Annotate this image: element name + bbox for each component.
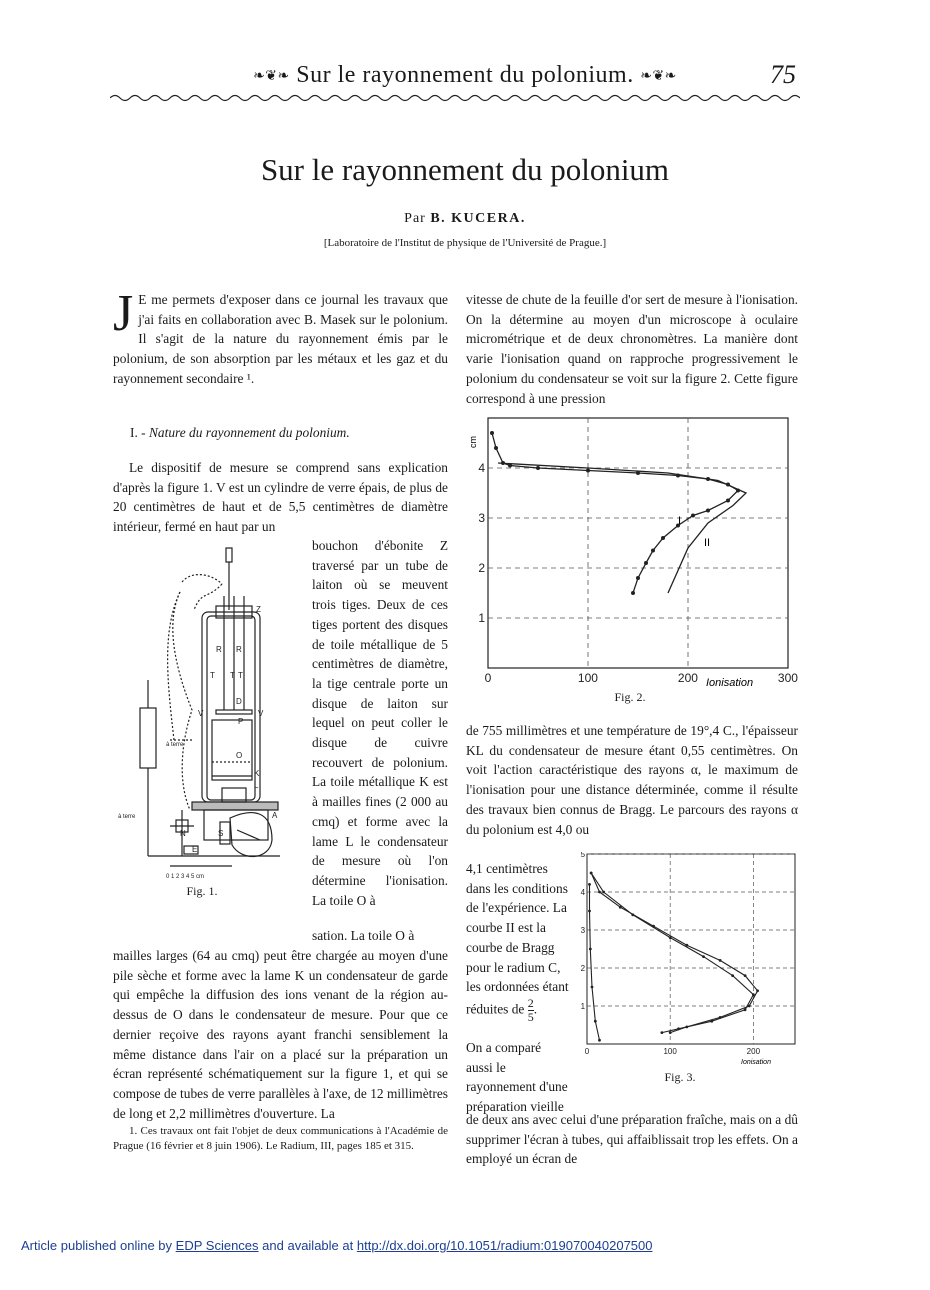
fig1-wire-4 (168, 592, 180, 740)
header-wave-rule (110, 92, 800, 104)
fig3-data-point (660, 1031, 663, 1034)
fig2-series-label-ii: II (704, 537, 711, 549)
intro-paragraph (113, 285, 448, 389)
fig3-data-point (590, 872, 593, 875)
fig3-data-point (702, 955, 705, 958)
fig1-inner-wall (207, 616, 255, 800)
svg-text:R: R (216, 645, 222, 654)
fig2-caption: Fig. 2. (614, 690, 646, 704)
fig2-data-point (631, 591, 635, 595)
fig1-glass-cylinder (202, 612, 260, 802)
footnote: 1. Ces travaux ont fait l'objet de deux communications à l'Académie de Prague (16 février et 8 juin 1906). Le Radium, III, pages 185 et 315. (113, 1125, 448, 1152)
fig3-data-point (677, 1027, 680, 1030)
ornament-right-icon: ❧❦❧ (640, 68, 677, 84)
fig2-data-point (726, 499, 730, 503)
fig3-xlabel: Ionisation (741, 1059, 771, 1066)
publication-footer: Article published online by EDP Sciences and available at http://dx.doi.org/10.1051/radium:019070040207500 (21, 1238, 653, 1253)
fig3-series-line-2 (591, 873, 753, 1033)
author-name: B. KUCERA. (430, 211, 526, 226)
drop-cap: J (113, 285, 134, 342)
paragraph-right-mid: de 755 millimètres et une température de 19°,4 C., l'épaisseur KL du condensateur de mesure étant 0,55 centimètres. On voit l'action caractéristique des rayons α, le maximum de l'ionisation pour une distance déterminée, comme il résulte des travaux bien connus de Bragg. Le parcours des rayons α du polonium est 4,0 ou (466, 723, 798, 837)
fig3-data-point (588, 910, 591, 913)
affiliation: [Laboratoire de l'Institut de physique de l'Université de Prague.] (323, 237, 607, 249)
fig3-data-point (744, 974, 747, 977)
fig1-inner-cylinder (212, 720, 252, 780)
fig3-xtick-label: 200 (746, 1047, 761, 1056)
fig3-ytick-label: 2 (580, 963, 586, 973)
fig3-data-point (598, 891, 601, 894)
section-title: Nature du rayonnement du polonium. (148, 425, 350, 440)
fig2-data-point (644, 561, 648, 565)
fig3-data-point (669, 936, 672, 939)
fig2-series-line-1 (492, 433, 738, 593)
svg-text:T: T (238, 671, 243, 680)
fig2-data-point (651, 549, 655, 553)
ornament-left-icon: ❧❦❧ (253, 68, 290, 84)
fig2-data-point (661, 536, 665, 540)
svg-text:P: P (238, 717, 244, 726)
svg-text:D: D (236, 697, 242, 706)
fig3-ytick-label: 5 (580, 852, 586, 859)
paragraph-beside-fig3-b: On a comparé aussi le rayonnement d'une préparation vieille (466, 1039, 568, 1115)
svg-text:T: T (210, 671, 215, 680)
fig2-ylabel: cm (468, 436, 478, 448)
svg-text:à terre: à terre (118, 814, 136, 820)
paragraph-right-bottom: de deux ans avec celui d'une préparation fraîche, mais on a dû supprimer l'écran à tubes, qui affaiblissait trop les effets. On a employé un écran de (466, 1112, 798, 1167)
fig2-ionisation-chart (466, 410, 798, 695)
fig3-data-point (588, 883, 591, 886)
fig1-disc (216, 710, 252, 714)
fig3-data-point (589, 948, 592, 951)
svg-text:V: V (258, 709, 264, 718)
fig3-series-line-3 (590, 884, 600, 1040)
fig2-ytick-label: 3 (478, 511, 486, 526)
fig2-xtick-label: 200 (677, 671, 698, 685)
paragraph-beside-fig3: 4,1 centimètres dans les conditions de l'expérience. La courbe II est la courbe de Bragg pour le radium C, les ordonnées étant réduites de $\frac{2}{5}$ . On a comparé aussi le rayonnement d'une préparation vieille (466, 861, 569, 1115)
fig2-data-point (691, 514, 695, 518)
section-number: I. - (130, 425, 146, 440)
fig3-data-point (719, 959, 722, 962)
fig2-ytick-label: 2 (478, 561, 486, 576)
fig2-ytick-label: 1 (478, 611, 486, 626)
fig3-ytick-label: 3 (580, 925, 586, 935)
fig1-electroscope (230, 813, 272, 857)
fig2-xtick-label: 0 (484, 671, 492, 685)
svg-text:E: E (192, 845, 198, 854)
svg-text:O: O (236, 751, 243, 760)
paragraph-dispositif: Le dispositif de mesure se comprend sans explication d'après la figure 1. V est un cylindre de verre épais, de plus de 20 centimètres de haut et de 5,5 centimètres de diamètre intérieur, fermé en haut par un (113, 460, 448, 535)
fig3-xtick-label: 0 (584, 1047, 590, 1056)
fig3-data-point (602, 891, 605, 894)
svg-text:0 1 2 3 4 5 cm: 0 1 2 3 4 5 cm (166, 874, 205, 880)
fig2-ytick-label: 4 (478, 461, 486, 476)
fig3-data-point (710, 1020, 713, 1023)
svg-text:N: N (180, 829, 186, 838)
fig1-battery (140, 708, 156, 768)
fig2-data-point (494, 446, 498, 450)
svg-text:A: A (272, 811, 278, 820)
fig2-data-point (490, 431, 494, 435)
fig2-xtick-label: 100 (577, 671, 598, 685)
section-heading (130, 425, 450, 441)
fig3-data-point (731, 974, 734, 977)
svg-text:à terre: à terre (166, 742, 184, 748)
fig3-data-point (631, 913, 634, 916)
page-number: 75 (770, 60, 796, 89)
fig2-series-line-2 (498, 463, 746, 593)
fraction: $\frac{2}{5}$ (527, 995, 534, 1024)
fig1-rod-cap (226, 548, 232, 562)
paragraph-right-top: vitesse de chute de la feuille d'or sert de mesure à l'ionisation. On la détermine au moyen d'un microscope à oculaire micrométrique et de deux chronomètres. La manière dont varie l'ionisation quand on rapproche progressivement le polonium du condensateur se voit sur la figure 2. Cette figure correspond à une pression (466, 292, 798, 406)
fig2-frame (488, 418, 788, 668)
fig3-caption: Fig. 3. (664, 1070, 696, 1084)
svg-text:R: R (236, 645, 242, 654)
fig1-caption: Fig. 1. (186, 884, 218, 898)
fig2-data-point (536, 466, 540, 470)
fig1-base (204, 810, 268, 840)
fig1-wire-1 (182, 575, 222, 584)
doi-link[interactable]: http://dx.doi.org/10.1051/radium:019070040207500 (356, 1238, 653, 1253)
article-title: Sur le rayonnement du polonium (260, 152, 670, 187)
fig3-data-point (744, 1008, 747, 1011)
paragraph-beside-fig1: bouchon d'ébonite Z traversé par un tube de laiton où se meuvent trois tiges. Deux de ces tiges portent des disques de toile métallique de 5 centimètres de diamètre, la tige centrale porte un disque de laiton sur lequel on peut coller le disque de cuivre recouvert de polonium. La toile métallique K est à mailles fines (2 000 au cmq) et forme avec la lame L le condensateur de mesure où l'on détermine l'ionisation. La toile O à (312, 538, 448, 908)
paragraph-after-fig1-text: mailles larges (64 au cmq) peut être chargée au moyen d'une pile sèche et forme avec la lame K un condensateur de garde qui empêche la diffusion des ions venant de la région au-dessus de O dans le condensateur de mesure. Pour que ce dernier reçoive des rayons ayant franchi sensiblement la même distance dans l'air on a placé sur la préparation un écran représenté schématiquement sur la figure 1, et qui se compose de tubes de verre parallèles à l'axe, de 12 millimètres de long et 2,2 millimètres d'ouverture. La (113, 948, 448, 1121)
fig1-base-plate (192, 802, 278, 810)
byline (0, 211, 930, 227)
fig3-data-point (594, 1020, 597, 1023)
svg-text:T: T (230, 671, 235, 680)
fig2-xlabel: Ionisation (706, 677, 754, 689)
fig2-series-label-i: I (678, 515, 682, 527)
svg-text:K: K (254, 769, 260, 778)
fig1-wire-3 (173, 592, 192, 810)
svg-text:L: L (254, 781, 259, 790)
fig1-label-z: Z (256, 605, 261, 614)
svg-text:V: V (198, 709, 204, 718)
fig3-series-line-1 (591, 873, 757, 1033)
fig3-data-point (669, 1031, 672, 1034)
fig3-ytick-label: 1 (580, 1001, 586, 1011)
paragraph-beside-fig3-text: 4,1 centimètres dans les conditions de l'expérience. La courbe II est la courbe de Bragg pour le radium C, les ordonnées étant réduites de (466, 861, 569, 1017)
fig3-xtick-label: 100 (663, 1047, 677, 1056)
running-title: Sur le rayonnement du polonium. (296, 62, 634, 88)
fig2-data-point (636, 576, 640, 580)
svg-text:S: S (218, 829, 224, 838)
intro-text: E me permets d'exposer dans ce journal les travaux que j'ai faits en collaboration avec B. Masek sur le polonium. Il s'agit de la nature du rayonnement émis par le polonium, de son absorption par les métaux et les gaz et du rayonnement secondaire ¹. (113, 292, 448, 386)
fig3-ionisation-chart (575, 852, 800, 1067)
fig3-data-point (591, 986, 594, 989)
fig3-data-point (752, 993, 755, 996)
fig2-xtick-label: 300 (777, 671, 798, 685)
publisher-link[interactable]: EDP Sciences (175, 1238, 259, 1253)
fig2-data-point (706, 509, 710, 513)
paragraph-after-fig1 (113, 926, 448, 1123)
fig3-data-point (598, 1039, 601, 1042)
fig3-ytick-label: 4 (580, 887, 586, 897)
byline-prefix: Par (404, 211, 426, 226)
fig1-apparatus-diagram (112, 540, 312, 880)
paragraph-sation: sation. La toile O à (312, 928, 415, 943)
fig3-data-point (756, 989, 759, 992)
fig2-data-point (586, 469, 590, 473)
